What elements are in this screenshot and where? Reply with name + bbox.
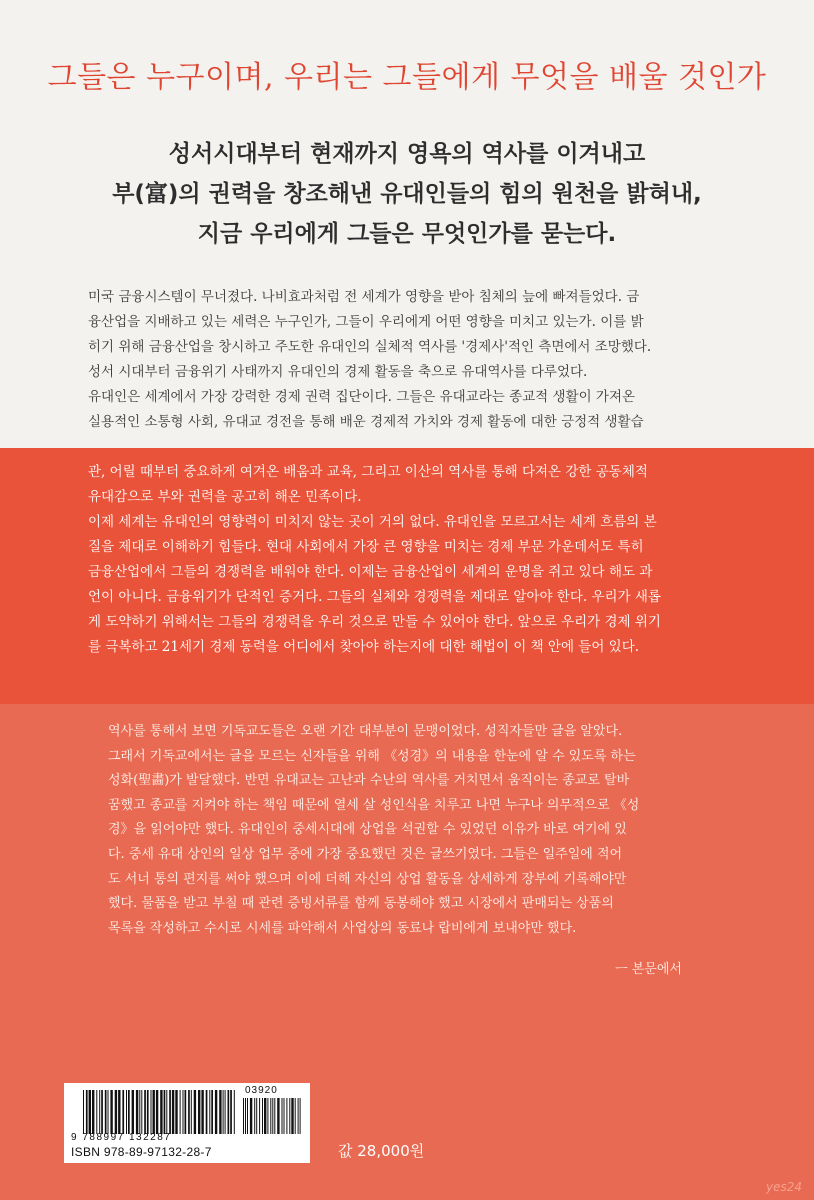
body-line: 질을 제대로 이해하기 힘들다. 현대 사회에서 가장 큰 영향을 미치는 경제 부문 가운데서도 특히 <box>88 539 644 555</box>
barcode-bar <box>282 1098 283 1134</box>
barcode-bar <box>96 1090 97 1134</box>
barcode-bar <box>169 1090 171 1134</box>
barcode-bar <box>270 1098 271 1134</box>
barcode-bar <box>209 1090 210 1134</box>
barcode-bar <box>219 1090 221 1134</box>
barcode-bar <box>259 1098 260 1134</box>
barcode-bar <box>101 1090 103 1134</box>
barcode-bar <box>99 1090 100 1134</box>
barcode-bar <box>128 1090 130 1134</box>
barcode-bar <box>211 1090 213 1134</box>
barcode-bar <box>166 1090 167 1134</box>
isbn-number: ISBN 978-89-97132-28-7 <box>71 1145 212 1159</box>
watermark: yes24 <box>765 1180 802 1194</box>
barcode-bar <box>291 1098 293 1134</box>
body-text-top <box>88 285 744 435</box>
barcode-bar <box>164 1090 166 1134</box>
barcode-bar <box>139 1090 140 1134</box>
body-line: 미국 금융시스템이 무너졌다. 나비효과처럼 전 세계가 영향을 받아 침체의 늪에 빠져들었다. 금 <box>88 289 640 305</box>
barcode-bar <box>156 1090 158 1134</box>
body-line: 를 극복하고 21세기 경제 동력을 어디에서 찾아야 하는지에 대한 해법이 이 책 안에 들어 있다. <box>88 639 640 655</box>
quote-line: 도 서너 통의 편지를 써야 했으며 이에 더해 자신의 상업 활동을 상세하게 장부에 기록해야만 <box>108 871 627 887</box>
headline: 그들은 누구이며, 우리는 그들에게 무엇을 배울 것인가 <box>47 60 767 95</box>
barcode-bar <box>228 1090 230 1134</box>
body-line: 히기 위해 금융산업을 창시하고 주도한 유대인의 실체적 역사를 '경제사'적인 측면에서 조망했다. <box>88 339 652 355</box>
barcode-bar <box>250 1098 252 1134</box>
barcode-bar <box>286 1098 287 1134</box>
barcode-bar <box>274 1098 275 1134</box>
quote-line: 경》을 읽어야만 했다. 유대인이 중세시대에 상업을 석권할 수 있었던 이유가 바로 여기에 있 <box>108 822 627 838</box>
barcode-bar <box>234 1090 235 1134</box>
barcode-bar <box>295 1098 296 1134</box>
subhead-line: 성서시대부터 현재까지 영욕의 역사를 이겨내고 <box>168 141 646 167</box>
barcode-ean-digits: 9 788997 132287 <box>71 1132 172 1143</box>
barcode-bar <box>151 1090 152 1134</box>
body-line: 융산업을 지배하고 있는 세력은 누구인가, 그들이 우리에게 어떤 영향을 미치고 있는가. 이를 밝 <box>88 314 644 330</box>
barcode-bar <box>122 1090 124 1134</box>
subhead-line: 지금 우리에게 그들은 무엇인가를 묻는다. <box>197 221 617 247</box>
barcode-bar <box>272 1098 273 1134</box>
quote-line: 그래서 기독교에서는 글을 모르는 신자들을 위해 《성경》의 내용을 한눈에 알 수 있도록 하는 <box>108 748 636 764</box>
barcode-bar <box>108 1090 109 1134</box>
barcode-bar <box>141 1090 142 1134</box>
quote-line: 꿈했고 종교를 지켜야 하는 책임 때문에 열세 살 성인식을 치루고 나면 누구나 의무적으로 《성 <box>108 797 640 813</box>
barcode-bar <box>289 1098 290 1134</box>
body-line: 언이 아니다. 금융위기가 단적인 증거다. 그들의 실체와 경쟁력을 제대로 알아야 한다. 우리가 새롭 <box>88 589 661 605</box>
isbn-barcode <box>64 1083 310 1163</box>
excerpt-quote <box>108 720 724 941</box>
subhead <box>0 134 814 254</box>
barcode-bar <box>115 1090 117 1134</box>
body-line: 유대인은 세계에서 가장 강력한 경제 권력 집단이다. 그들은 유대교라는 종교적 생활이 가져온 <box>88 389 636 405</box>
barcode-bar <box>92 1090 94 1134</box>
quote-line: 했다. 물품을 받고 부칠 때 관련 증빙서류를 함께 동봉해야 했고 시장에서 판매되는 상품의 <box>108 896 614 912</box>
price-label: 값 28,000원 <box>338 1142 425 1160</box>
barcode-bar <box>284 1098 285 1134</box>
quote-line: 목록을 작성하고 수시로 시세를 파악해서 사업상의 동료나 랍비에게 보내야만 했다. <box>108 920 577 936</box>
barcode-addon-bars-icon <box>243 1098 301 1134</box>
barcode-bar <box>191 1090 192 1134</box>
body-line: 관, 어릴 때부터 중요하게 여겨온 배움과 교육, 그리고 이산의 역사를 통해 다져온 강한 공동체적 <box>88 464 648 480</box>
barcode-bar <box>230 1090 232 1134</box>
barcode-bar <box>267 1098 268 1134</box>
barcode-bar <box>180 1090 181 1134</box>
barcode-bar <box>264 1098 266 1134</box>
barcode-bar <box>147 1090 149 1134</box>
barcode-bar <box>89 1090 91 1134</box>
barcode-bar <box>262 1098 263 1134</box>
barcode-bar <box>300 1098 301 1134</box>
body-line: 금융산업에서 그들의 경쟁력을 배워야 한다. 이제는 금융산업이 세계의 운명을 쥐고 있다 해도 과 <box>88 564 653 580</box>
barcode-bar <box>110 1090 112 1134</box>
barcode-bar <box>86 1090 88 1134</box>
barcode-bar <box>215 1090 217 1134</box>
barcode-bar <box>245 1098 246 1134</box>
barcode-bar <box>144 1090 146 1134</box>
barcode-bar <box>256 1098 257 1134</box>
quote-line: 역사를 통해서 보면 기독교도들은 오랜 기간 대부분이 문맹이었다. 성직자들만 글을 알았다. <box>108 724 623 739</box>
barcode-bar <box>83 1090 84 1134</box>
body-line: 이제 세계는 유대인의 영향력이 미치지 않는 곳이 거의 없다. 유대인을 모르고서는 세계 흐름의 본 <box>88 514 657 530</box>
barcode-bar <box>183 1090 184 1134</box>
barcode-bar <box>298 1098 299 1134</box>
quote-line: 성화(聖畵)가 발달했다. 반면 유대교는 고난과 수난의 역사를 거치면서 움직이는 종교로 탈바 <box>108 773 630 789</box>
barcode-bar <box>118 1090 120 1134</box>
barcode-bar <box>243 1098 244 1134</box>
barcode-bar <box>198 1090 200 1134</box>
barcode-bar <box>223 1090 224 1134</box>
barcode-bar <box>105 1090 107 1134</box>
barcode-bar <box>206 1090 208 1134</box>
body-line: 게 도약하기 위해서는 그들의 경쟁력을 우리 것으로 만들 수 있어야 한다. 앞으로 우리가 경제 위기 <box>88 614 661 630</box>
body-text-red <box>88 460 744 660</box>
barcode-bar <box>160 1090 162 1134</box>
body-line: 실용적인 소통형 사회, 유대교 경전을 통해 배운 경제적 가치와 경제 활동에 대한 긍정적 생활습 <box>88 414 644 430</box>
barcode-bar <box>194 1090 196 1134</box>
barcode-bar <box>126 1090 127 1134</box>
barcode-bar <box>188 1090 190 1134</box>
barcode-bar <box>175 1090 177 1134</box>
quote-attribution: ㅡ 본문에서 <box>615 962 682 977</box>
barcode-bar <box>185 1090 187 1134</box>
barcode-bar <box>254 1098 255 1134</box>
subhead-line: 부(富)의 권력을 창조해낸 유대인들의 힘의 원천을 밝혀내, <box>112 181 702 207</box>
barcode-bar <box>136 1090 138 1134</box>
barcode-bar <box>153 1090 155 1134</box>
body-line: 유대감으로 부와 권력을 공고히 해온 민족이다. <box>88 489 362 505</box>
barcode-bar <box>172 1090 174 1134</box>
barcode-bar <box>225 1090 226 1134</box>
barcode-bar <box>277 1098 279 1134</box>
barcode-bars-icon <box>83 1090 235 1134</box>
barcode-bar <box>201 1090 203 1134</box>
barcode-bar <box>247 1098 248 1134</box>
barcode-bar <box>132 1090 134 1134</box>
barcode-addon-digits: 03920 <box>245 1085 278 1096</box>
body-line: 성서 시대부터 금융위기 사태까지 유대인의 경제 활동을 축으로 유대역사를 다루었다. <box>88 364 588 380</box>
quote-line: 다. 중세 유대 상인의 일상 업무 중에 가장 중요했던 것은 글쓰기였다. 그들은 일주일에 적어 <box>108 846 623 862</box>
